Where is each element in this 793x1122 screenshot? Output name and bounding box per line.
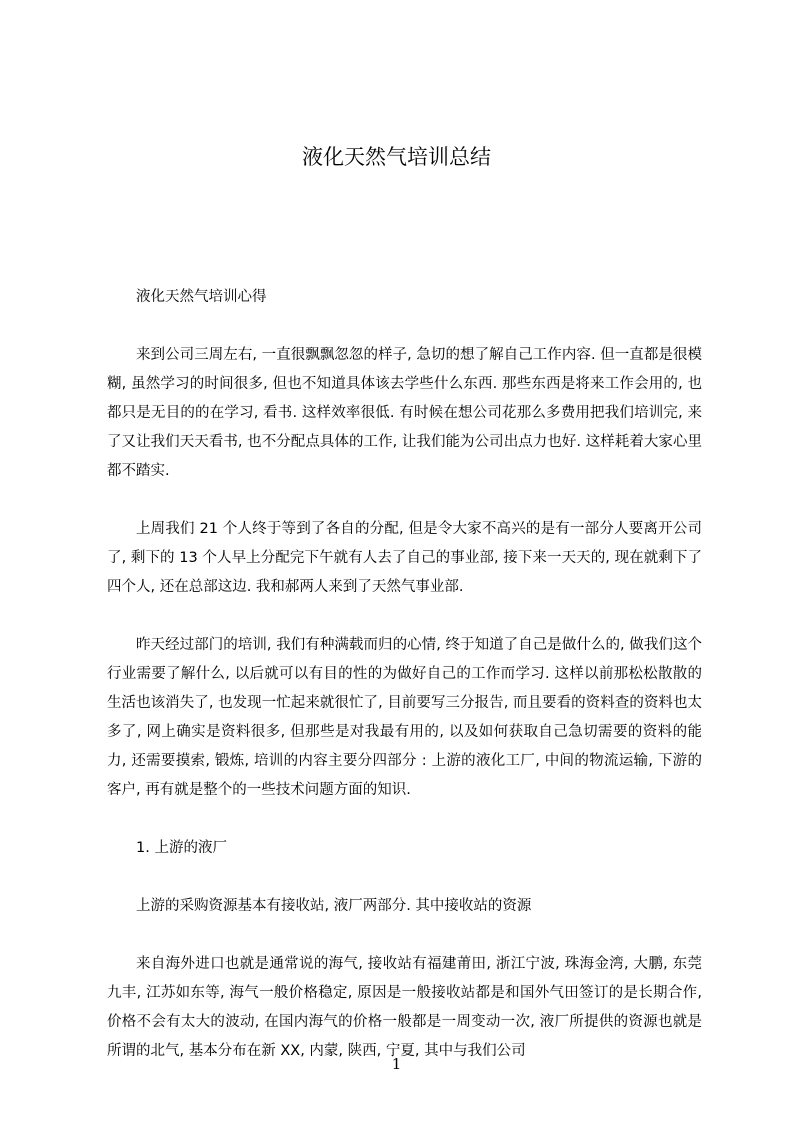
paragraph: 上周我们 21 个人终于等到了各自的分配, 但是令大家不高兴的是有一部分人要离开公司了, 剩下的 13 个人早上分配完下午就有人去了自己的事业部, 接下来一天天的, 现在就剩下了四个人, 还在总部这边. 我和郝两人来到了天然气事业部. (107, 521, 702, 595)
paragraph: 来到公司三周左右, 一直很飘飘忽忽的样子, 急切的想了解自己工作内容. 但一直都是很模糊, 虽然学习的时间很多, 但也不知道具体该去学些什么东西. 那些东西是将来工作会用的, 也都只是无目的的在学习, 看书. 这样效率很低. 有时候在想公司花那么多费用把我们培训完, 来了又让我们天天看书, 也不分配点具体的工作, 让我们能为公司出点力也好. 这样耗着大家心里都不踏实. (107, 347, 702, 479)
document-body (107, 283, 702, 1066)
page-number: 1 (391, 1055, 402, 1073)
paragraph: 昨天经过部门的培训, 我们有种满载而归的心情, 终于知道了自己是做什么的, 做我们这个行业需要了解什么, 以后就可以有目的性的为做好自己的工作而学习. 这样以前那松松散散的生活也该消失了, 也发现一忙起来就很忙了, 目前要写三分报告, 而且要看的资料查的资料也太多了, 网上确实是资料很多, 但那些是对我最有用的, 以及如何获取自己急切需要的资料的能力, 还需要摸索, 锻炼, 培训的内容主要分四部分 : 上游的液化工厂, 中间的物流运输, 下游的客户, 再有就是整个的一些技术问题方面的知识. (107, 637, 702, 798)
paragraph-subtitle: 液化天然气培训心得 (136, 289, 267, 305)
paragraph: 来自海外进口也就是通常说的海气, 接收站有福建莆田, 浙江宁波, 珠海金湾, 大鹏, 东莞九丰, 江苏如东等, 海气一般价格稳定, 原因是一般接收站都是和国外气田签订的是长期合作, 价格不会有太大的波动, 在国内海气的价格一般都是一周变动一次, 液厂所提供的资源也就是所谓的北气, 基本分布在新 XX, 内蒙, 陕西, 宁夏, 其中与我们公司 (107, 956, 702, 1059)
section-heading: 1. 上游的液厂 (136, 840, 227, 856)
page-title: 液化天然气培训总结 (302, 145, 491, 169)
paragraph: 上游的采购资源基本有接收站, 液厂两部分. 其中接收站的资源 (136, 898, 532, 914)
